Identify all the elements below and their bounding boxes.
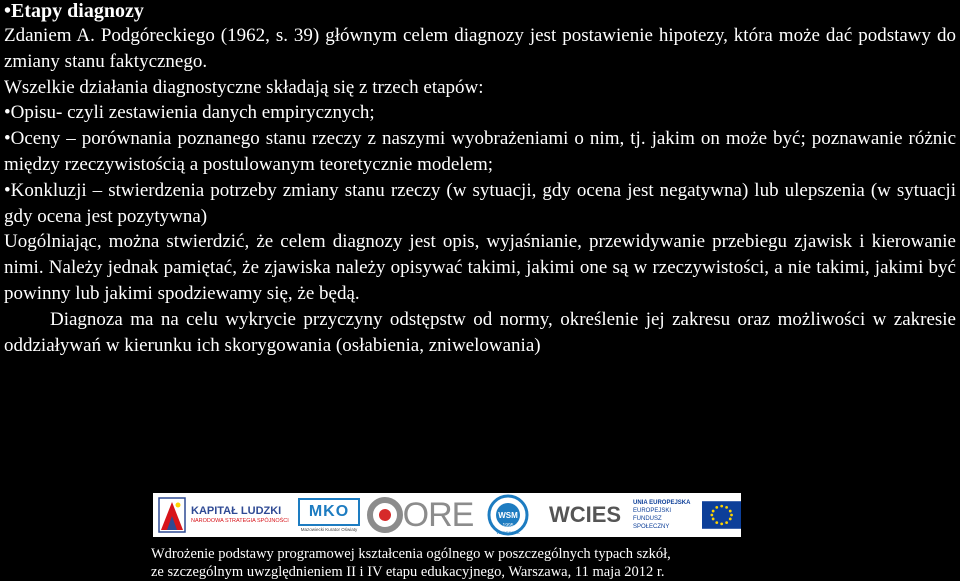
footer-line-2: ze szczególnym uwzględnieniem II i IV etapu edukacyjnego, Warszawa, 11 maja 2012 r.: [151, 564, 665, 580]
paragraph-summary: Uogólniając, można stwierdzić, że celem diagnozy jest opis, wyjaśnianie, przewidywanie przebiegu zjawisk i kierowanie nimi. Należy jednak pamiętać, że zjawiska należy opisywać takimi, jakimi one są w rzeczywistości, a nie takimi, jakimi być powinny lub jakimi spodziewamy się, że będą.: [4, 231, 956, 304]
kapital-ludzki-subtitle: NARODOWA STRATEGIA SPÓJNOŚCI: [191, 518, 289, 524]
ore-emblem-icon: [367, 497, 403, 533]
bullet-ocena: • Oceny – porównania poznanego stanu rzeczy z naszymi wyobrażeniami o nim, tj. jakim on może być; poznawanie różnic między rzeczywistością a postulowanym teoretycznie modelem;: [4, 126, 956, 178]
mko-subtitle: Mazowiecki Kurator Oświaty: [300, 526, 358, 532]
paragraph-intro: Zdaniem A. Podgóreckiego (1962, s. 39) głównym celem diagnozy jest postawienie hipotezy, która może dać podstawy do zmiany stanu faktycznego.: [4, 25, 956, 72]
paragraph-diagnosis-goal: Diagnoza ma na celu wykrycie przyczyny odstępstw od normy, określenie jej zakresu oraz możliwości w zakresie oddziaływań w kierunku ich skorygowania (osłabienia, zniwelowania): [4, 308, 956, 356]
slide-heading: • Etapy diagnozy: [4, 0, 956, 23]
bullet-opis: • Opisu- czyli zestawienia danych empirycznych;: [4, 100, 956, 126]
ue-logo: [629, 493, 741, 537]
mko-letters: MKO: [298, 498, 360, 526]
ore-logo: [365, 493, 475, 537]
wcies-logo: [541, 493, 629, 537]
ore-letters: ORE: [402, 496, 474, 534]
kapital-ludzki-title: KAPITAŁ LUDZKI: [191, 505, 282, 517]
eu-flag-icon: [702, 501, 741, 529]
ue-line1: UNIA EUROPEJSKA: [633, 500, 691, 506]
kapital-ludzki-logo: [153, 493, 293, 537]
wcies-letters: WCIES: [548, 502, 622, 527]
wsm-logo: [475, 493, 541, 537]
wsm-letters: WSM: [498, 511, 518, 520]
slide-content: [4, 0, 956, 358]
ue-line3: FUNDUSZ SPOŁECZNY: [633, 516, 670, 530]
wsm-emblem-icon: [486, 494, 530, 536]
kapital-ludzki-emblem-icon: [157, 496, 187, 534]
wsm-city: WARSZAWA: [496, 530, 520, 535]
paragraph-stages: Wszelkie działania diagnostyczne składają się z trzech etapów:: [4, 76, 484, 98]
ue-line2: EUROPEJSKI: [633, 508, 672, 514]
mko-logo: [293, 493, 365, 537]
footer-line-1: Wdrożenie podstawy programowej kształcenia ogólnego w poszczególnych typach szkół,: [151, 546, 671, 562]
footer: [151, 545, 811, 581]
logo-strip: [153, 493, 741, 537]
wsm-year: 1995: [502, 523, 514, 529]
bullet-konkluzja: • Konkluzji – stwierdzenia potrzeby zmiany stanu rzeczy (w sytuacji, gdy ocena jest negatywna) lub ulepszenia (w sytuacji gdy ocena jest pozytywna): [4, 178, 956, 230]
